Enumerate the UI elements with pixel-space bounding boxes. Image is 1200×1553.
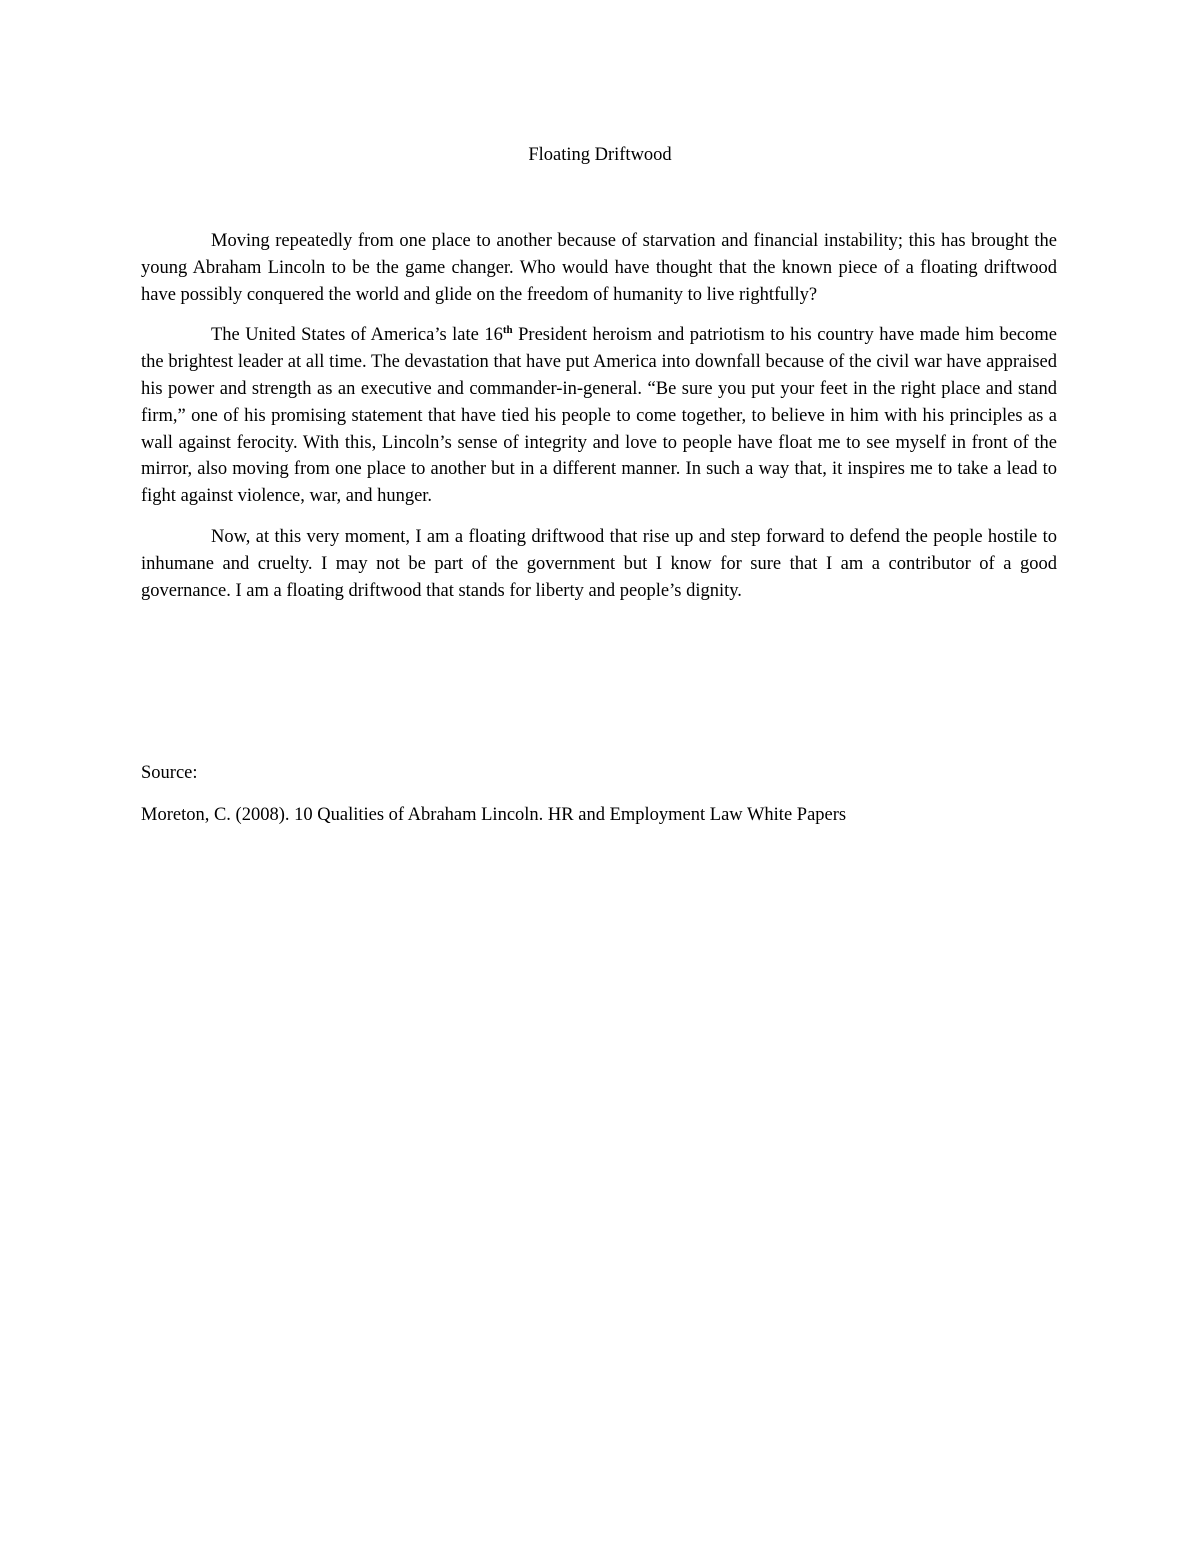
paragraph-3: Now, at this very moment, I am a floating driftwood that rise up and step forward to defend the people hostile to inhumane and cruelty. I may not be part of the government but I know for sure that I am a contributor of a good governance. I am a floating driftwood that stands for liberty and people’s dignity.	[141, 526, 1057, 601]
paragraph-2-text-start: The United States of America’s late 16	[211, 325, 503, 346]
source-label: Source:	[141, 763, 198, 783]
ordinal-superscript: th	[502, 324, 513, 337]
document-title: Floating Driftwood	[528, 145, 672, 165]
paragraph-2-text-end: President heroism and patriotism to his country have made him become the brightest leader at all time. The devastation that have put America into downfall because of the civil war have appraised his power and strength as an executive and commander-in-general. “Be sure you put your feet in the right place and stand firm,” one of his promising statement that have tied his people to come together, to believe in him with his principles as a wall against ferocity. With this, Lincoln’s sense of integrity and love to people have float me to see myself in front of the mirror, also moving from one place to another but in a different manner. In such a way that, it inspires me to take a lead to fight against violence, war, and hunger.	[141, 325, 1057, 507]
source-reference: Moreton, C. (2008). 10 Qualities of Abraham Lincoln. HR and Employment Law White Papers	[141, 805, 847, 825]
paragraph-1: Moving repeatedly from one place to another because of starvation and financial instability; this has brought the young Abraham Lincoln to be the game changer. Who would have thought that the known piece of a floating driftwood have possibly conquered the world and glide on the freedom of humanity to live rightfully?	[141, 231, 1057, 305]
paragraph-2	[141, 322, 1057, 510]
document-body	[141, 228, 1057, 618]
